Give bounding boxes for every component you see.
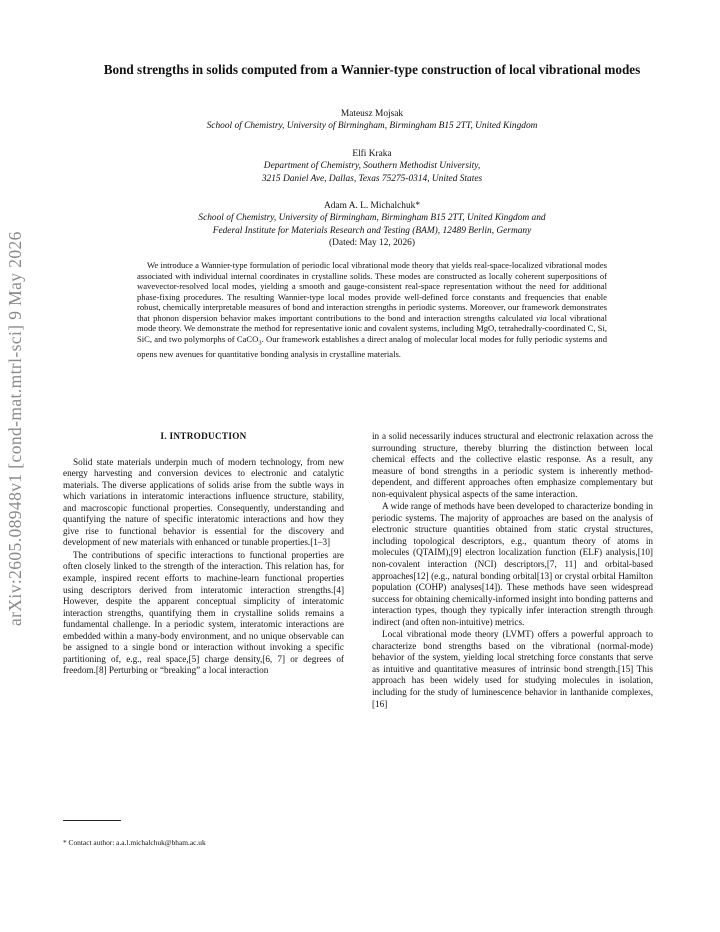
footnote-rule [63, 820, 121, 821]
body-paragraph: Solid state materials underpin much of modern technology, from new energy harvesting and conversion devices to electronic and catalytic materials. The diverse applications of solids arise from the subtle ways in which variations in interatomic interactions influence structure, stability, and macroscopic functional properties. Consequently, understanding and quantifying the nature of specific interatomic interactions and how they give rise to functional behavior is essential for the discovery and development of new materials with enhanced or tunable properties.[1–3] [63, 456, 344, 548]
section-heading-introduction: I. INTRODUCTION [160, 431, 247, 441]
body-paragraph: A wide range of methods have been developed to characterize bonding in periodic systems. The majority of approaches are based on the analysis of electronic structure quantities obtained from static crystal structures, including topological descriptors, e.g., quantum theory of atoms in molecules (QTAIM),[9] electron localization function (ELF) analysis,[10] non-covalent interaction (NCI) descriptors,[7, 11] and orbital-based approaches[12] (e.g., natural bonding orbital[13] or crystal orbital Hamilton population (COHP) analyses[14]). These methods have seen widespread success for obtaining chemically-informed insight into bonding patterns and interaction types, though they typically infer interaction strength through indirect (and often non-intuitive) metrics. [372, 501, 653, 627]
author-block-3 [100, 200, 644, 250]
body-paragraph: in a solid necessarily induces structural and electronic relaxation across the surrounding structure, thereby blurring the distinction between local chemical effects and the collective elastic response. As a result, any measure of bond strengths in a periodic system is inherently method-dependent, and different approaches often emphasize complementary but non-equivalent physical aspects of the same interaction. [372, 431, 653, 499]
author-affiliation: Department of Chemistry, Southern Methodist University, [263, 161, 481, 172]
abstract-text: We introduce a Wannier-type formulation of periodic local vibrational mode theory that yields real-space-localized vibrational modes associated with individual internal coordinates in crystalline solids. These modes are constructed as locally coherent superpositions of wavevector-resolved local modes, yielding a smooth and gauge-consistent real-space representation without the need for additional phase-fixing procedures. The resulting Wannier-type local modes provide well-defined force constants and frequencies that enable robust, chemically interpretable measures of bond and interaction strengths in periodic systems. Moreover, our framework demonstrates that phonon dispersion behavior makes important contributions to the bond and interaction strengths calculated via local vibrational mode theory. We demonstrate the method for representative ionic and covalent systems, including MgO, tetrahedrally-coordinated C, Si, SiC, and two polymorphs of CaCO$_3$. Our framework establishes a direct analog of molecular local modes for fully periodic systems and opens new avenues for quantitative bonding analysis in crystalline materials. [137, 260, 607, 359]
body-paragraph: Local vibrational mode theory (LVMT) offers a powerful approach to characterize bond strengths based on the vibrational (normal-mode) behavior of the system, yielding local stretching force constants that serve as intuitive and quantitative measures of intrinsic bond strength.[15] This approach has been widely used for studying molecules in isolation, including for the study of luminescence behavior in lanthanide complexes,[16] [372, 629, 653, 709]
arxiv-identifier-stamp: arXiv:2605.08948v1 [cond-mat.mtrl-sci] 9 May 2026 [5, 231, 25, 626]
author-block-1 [100, 108, 644, 133]
author-name: Adam A. L. Michalchuk* [323, 201, 421, 211]
author-affiliation: 3215 Daniel Ave, Dallas, Texas 75275-0314, United States [261, 173, 483, 184]
date-line: (Dated: May 12, 2026) [329, 238, 415, 249]
paper-title: Bond strengths in solids computed from a Wannier-type construction of local vibrational modes [103, 62, 641, 77]
author-affiliation: School of Chemistry, University of Birmingham, Birmingham B15 2TT, United Kingdom and [198, 213, 546, 224]
body-paragraph: The contributions of specific interactions to functional properties are often closely linked to the strength of the interaction. This relation has, for example, inspired recent efforts to machine-learn functional properties using descriptors derived from interatomic interaction strengths.[4] However, despite the apparent conceptual simplicity of interatomic interaction strengths, quantifying them in crystalline solids remains a fundamental challenge. In a periodic system, interatomic interactions are embedded within a many-body environment, and no unique observable can be assigned to a single bond or interaction without invoking a specific partitioning of, e.g., real space,[5] charge density,[6, 7] or degrees of freedom.[8] Perturbing or “breaking” a local interaction [63, 549, 344, 676]
abstract [137, 260, 607, 359]
author-affiliation: School of Chemistry, University of Birmingham, Birmingham B15 2TT, United Kingdom [206, 121, 538, 132]
author-affiliation: Federal Institute for Materials Research and Testing (BAM), 12489 Berlin, Germany [212, 225, 532, 236]
left-column [63, 431, 344, 678]
author-name: Mateusz Mojsak [340, 109, 404, 119]
footnote-contact-author: * Contact author: a.a.l.michalchuk@bham.ac.uk [63, 838, 206, 847]
author-block-2 [100, 148, 644, 185]
author-name: Elfi Kraka [352, 149, 392, 159]
right-column [372, 431, 653, 711]
